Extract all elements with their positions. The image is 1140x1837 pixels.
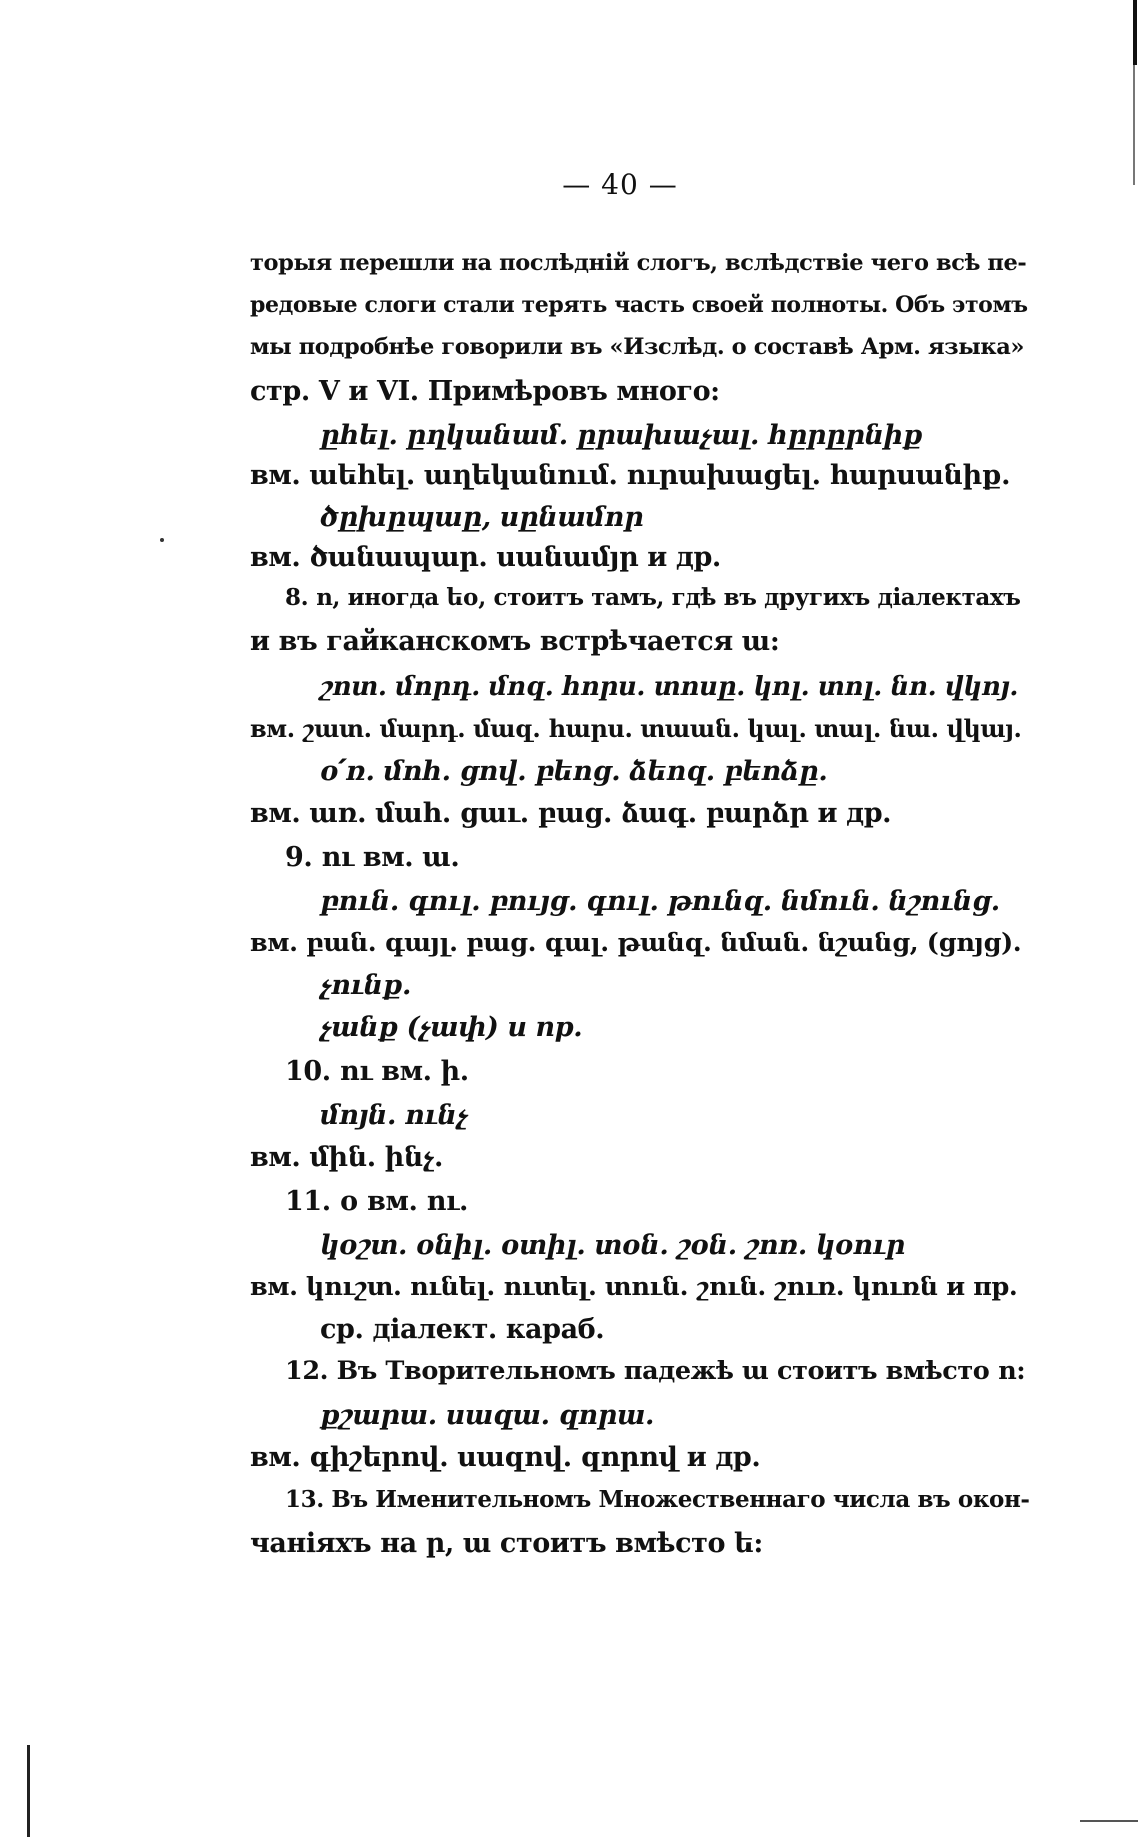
armenian-example-line: չանք (չափ) и пр. [320, 1012, 583, 1043]
armenian-example-line: ծըխըպաը, սընամոր [320, 502, 644, 533]
armenian-example-line: քշարա. սազա. զորա. [320, 1400, 655, 1431]
text-line: и въ гайканскомъ встрѣчается ա: [250, 626, 780, 657]
scan-edge-mark [1133, 0, 1137, 65]
text-line: мы подробнѣе говорили въ «Изслѣд. о составѣ Арм. языка» [250, 334, 1025, 360]
armenian-example-line: օ՛ռ. մոհ. ցով. բեոց. ձեոզ. բեոձը. [320, 756, 828, 787]
section-heading: 13. Въ Именительномъ Множественнаго числа въ окон- [285, 1486, 1030, 1513]
section-heading: 9. ու вм. ա. [285, 842, 460, 873]
text-line: стр. V и VI. Примѣровъ много: [250, 376, 720, 407]
text-line: редовые слоги стали терять часть своей полноты. Объ этомъ [250, 292, 1028, 318]
armenian-example-line: մոյն. ունչ [320, 1100, 468, 1131]
comparison-line: вм. մին. ինչ. [250, 1142, 444, 1173]
comparison-line: вм. առ. մահ. ցաւ. բաց. ձագ. բարձր и др. [250, 798, 892, 829]
section-heading: 8. ո, иногда եօ, стоитъ тамъ, гдѣ въ другихъ дiалектахъ [285, 584, 1021, 611]
armenian-example-line: շոտ. մորդ. մոզ. հորս. տոսը. կոլ. տոլ. նո. վկոյ. [320, 672, 1019, 702]
text-line: чанiяхъ на ր, ա стоитъ вмѣсто ե: [250, 1528, 763, 1559]
section-heading: 10. ու вм. ի. [285, 1056, 469, 1087]
section-heading: 11. օ вм. ու. [285, 1186, 468, 1217]
scan-edge-mark [27, 1745, 30, 1837]
comparison-line: вм. աեհել. աղեկանում. ուրախացել. հարսանիք. [250, 460, 1011, 491]
comparison-line: вм. կուշտ. ունել. ուտել. տուն. շուն. շուռ. կուռն и пр. [250, 1272, 1018, 1302]
scan-edge-mark [1080, 1820, 1138, 1822]
armenian-example-line: չունք. [320, 970, 412, 1001]
comparison-line: вм. բան. գայլ. բաց. գալ. թանզ. նման. նշանց, (ցոյց). [250, 928, 1022, 958]
text-line: ср. дiалект. караб. [320, 1314, 605, 1345]
armenian-example-line: բուն. գուլ. բույց. գուլ. թունզ. նմուն. նշունց. [320, 886, 1000, 917]
page-number: — 40 — [562, 168, 678, 201]
text-line: торыя перешли на послѣднiй слогъ, вслѣдствiе чего всѣ пе- [250, 250, 1027, 276]
armenian-example-line: ըհել. ըղկանամ. ըրախաչալ. հըրըրնիք [320, 420, 923, 451]
ink-speck [160, 538, 164, 542]
section-heading: 12. Въ Творительномъ падежѣ ա стоитъ вмѣсто ո: [285, 1356, 1026, 1386]
scan-edge-mark [1133, 65, 1135, 185]
armenian-example-line: կօշտ. օնիլ. օտիլ. տօն. շօն. շոռ. կօուր [320, 1230, 905, 1261]
comparison-line: вм. ծանապար. սանամյր и др. [250, 542, 721, 573]
comparison-line: вм. շատ. մարդ. մազ. հարս. տաան. կալ. տալ. նա. վկայ. [250, 714, 1022, 743]
comparison-line: вм. գիշերով. սազով. զորով и др. [250, 1442, 761, 1473]
